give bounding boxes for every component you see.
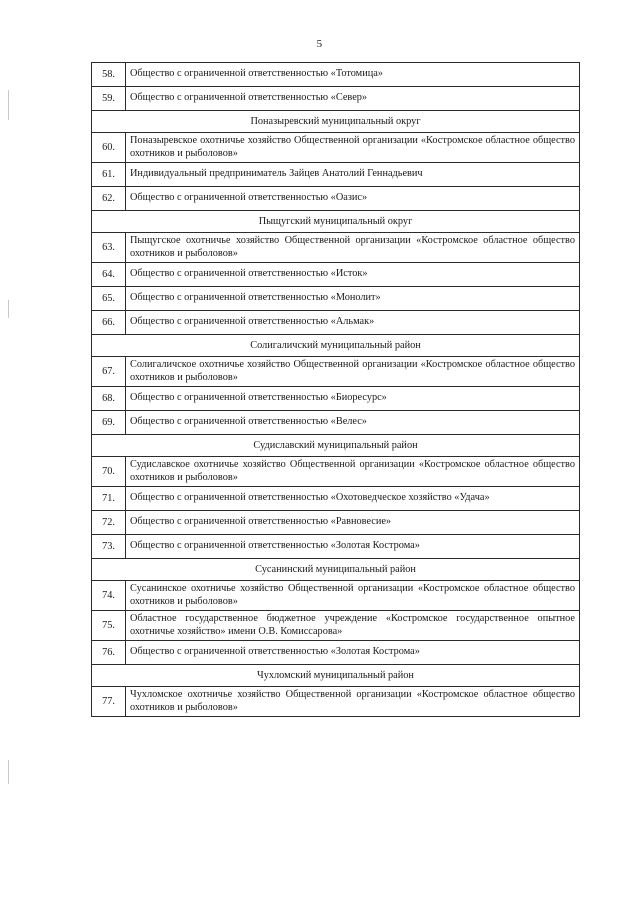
table-row [92,263,580,287]
organization-name: Сусанинское охотничье хозяйство Общественной организации «Костромское областное общество охотников и рыболовов» [126,581,580,611]
organization-name: Пыщугское охотничье хозяйство Общественной организации «Костромское областное общество охотников и рыболовов» [126,233,580,263]
district-header-row [92,665,580,687]
table-row [92,411,580,435]
table-row [92,311,580,335]
row-number: 76. [92,641,126,665]
organization-name: Общество с ограниченной ответственностью «Север» [126,87,580,111]
district-name: Сусанинский муниципальный район [92,559,580,581]
organization-name: Поназыревское охотничье хозяйство Общественной организации «Костромское областное общество охотников и рыболовов» [126,133,580,163]
organization-name: Общество с ограниченной ответственностью «Исток» [126,263,580,287]
table-row [92,487,580,511]
row-number: 64. [92,263,126,287]
table-row [92,457,580,487]
district-name: Чухломский муниципальный район [92,665,580,687]
table-row [92,87,580,111]
table-row [92,511,580,535]
district-name: Поназыревский муниципальный округ [92,111,580,133]
organization-name: Общество с ограниченной ответственностью «Альмак» [126,311,580,335]
table-row [92,641,580,665]
row-number: 74. [92,581,126,611]
district-name: Судиславский муниципальный район [92,435,580,457]
row-number: 65. [92,287,126,311]
row-number: 69. [92,411,126,435]
district-header-row [92,559,580,581]
row-number: 61. [92,163,126,187]
organization-name: Областное государственное бюджетное учреждение «Костромское государственное опытное охотничье хозяйство» имени О.В. Комиссарова» [126,611,580,641]
scan-edge-mark [8,300,9,318]
district-header-row [92,211,580,233]
district-name: Пыщугский муниципальный округ [92,211,580,233]
scan-edge-mark [8,90,9,120]
table-row [92,357,580,387]
table-row [92,535,580,559]
organization-name: Солигаличское охотничье хозяйство Общественной организации «Костромское областное общество охотников и рыболовов» [126,357,580,387]
organization-name: Общество с ограниченной ответственностью «Оазис» [126,187,580,211]
table-row [92,287,580,311]
registry-table-body [92,63,580,717]
organization-name: Чухломское охотничье хозяйство Общественной организации «Костромское областное общество охотников и рыболовов» [126,687,580,717]
row-number: 72. [92,511,126,535]
organization-name: Общество с ограниченной ответственностью «Золотая Кострома» [126,641,580,665]
organization-name: Общество с ограниченной ответственностью «Охотоведческое хозяйство «Удача» [126,487,580,511]
table-row [92,611,580,641]
organization-name: Судиславское охотничье хозяйство Общественной организации «Костромское областное общество охотников и рыболовов» [126,457,580,487]
row-number: 62. [92,187,126,211]
district-header-row [92,435,580,457]
row-number: 67. [92,357,126,387]
district-header-row [92,335,580,357]
organization-name: Общество с ограниченной ответственностью «Тотомица» [126,63,580,87]
table-row [92,133,580,163]
row-number: 77. [92,687,126,717]
row-number: 68. [92,387,126,411]
row-number: 75. [92,611,126,641]
organization-name: Общество с ограниченной ответственностью «Велес» [126,411,580,435]
district-name: Солигаличский муниципальный район [92,335,580,357]
registry-table [91,62,580,717]
table-row [92,387,580,411]
district-header-row [92,111,580,133]
organization-name: Общество с ограниченной ответственностью «Равновесие» [126,511,580,535]
row-number: 63. [92,233,126,263]
page-number: 5 [316,38,323,50]
row-number: 70. [92,457,126,487]
table-row [92,233,580,263]
table-row [92,63,580,87]
table-row [92,163,580,187]
organization-name: Общество с ограниченной ответственностью «Биоресурс» [126,387,580,411]
scan-edge-mark [8,760,9,784]
table-row [92,187,580,211]
table-row [92,687,580,717]
organization-name: Общество с ограниченной ответственностью «Монолит» [126,287,580,311]
row-number: 60. [92,133,126,163]
table-row [92,581,580,611]
organization-name: Общество с ограниченной ответственностью «Золотая Кострома» [126,535,580,559]
row-number: 66. [92,311,126,335]
row-number: 59. [92,87,126,111]
row-number: 71. [92,487,126,511]
row-number: 73. [92,535,126,559]
organization-name: Индивидуальный предприниматель Зайцев Анатолий Геннадьевич [126,163,580,187]
row-number: 58. [92,63,126,87]
